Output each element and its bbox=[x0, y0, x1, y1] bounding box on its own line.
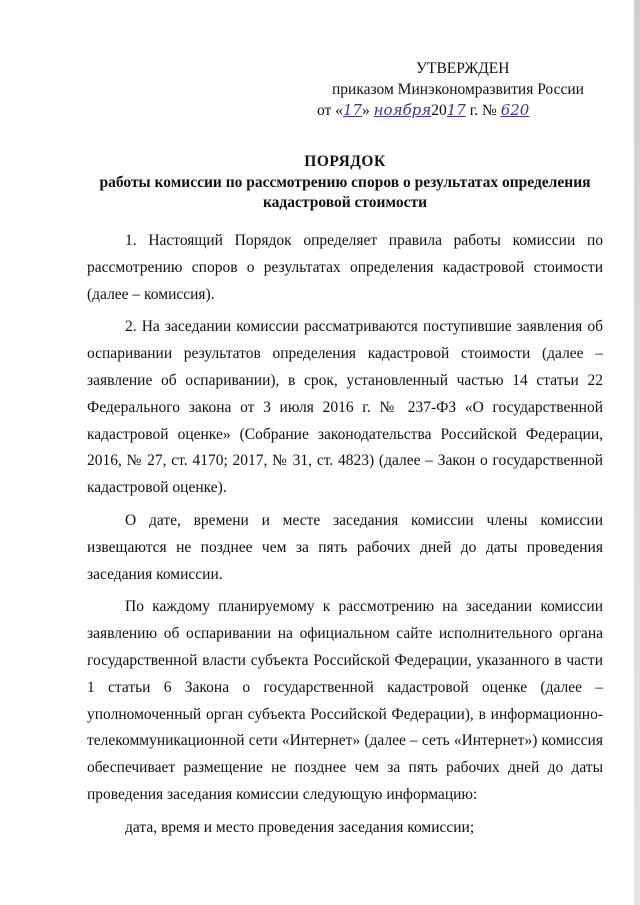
paragraph-4: По каждому планируемому к рассмотрению на заседании комиссии заявлению об оспаривании на официальном сайте исполнительного органа государственной власти субъекта Российской Федерации, указанного в части 1 статьи 6 Закона о государственной кадастровой оценке (далее – уполномоченный орган субъекта Российской Федерации), в информационно-телекоммуникационной сети «Интернет» (далее – сеть «Интернет») комиссия обеспечивает размещение не позднее чем за пять рабочих дней до даты проведения заседания комиссии следующую информацию: bbox=[87, 598, 603, 803]
scan-edge-shadow bbox=[634, 0, 640, 905]
paragraph-1: 1. Настоящий Порядок определяет правила работы комиссии по рассмотрению споров о результатах определения кадастровой стоимости (далее – комиссия). bbox=[87, 232, 603, 303]
handwritten-month: ноября bbox=[373, 101, 432, 119]
document-body bbox=[87, 228, 603, 848]
document-title-block bbox=[90, 152, 600, 213]
approval-order-line: приказом Минэкономразвития России bbox=[332, 81, 584, 98]
document-subtitle: работы комиссии по рассмотрению споров о результатах определения кадастровой стоимости bbox=[99, 174, 591, 211]
date-suffix: г. № bbox=[469, 102, 497, 119]
document-title: ПОРЯДОК bbox=[304, 153, 386, 170]
approval-stamp bbox=[300, 58, 600, 121]
approval-title: УТВЕРЖДЕН bbox=[416, 60, 510, 77]
handwritten-order-number: 620 bbox=[500, 101, 530, 119]
date-prefix: от « bbox=[317, 102, 343, 119]
handwritten-day: 17 bbox=[342, 101, 363, 119]
date-mid: » bbox=[362, 102, 370, 119]
paragraph-5: дата, время и место проведения заседания комиссии; bbox=[125, 818, 475, 836]
handwritten-year: 17 bbox=[446, 101, 466, 119]
paragraph-3: О дате, времени и месте заседания комиссии члены комиссии извещаются не позднее чем за пять рабочих дней до даты проведения заседания комиссии. bbox=[87, 511, 603, 583]
paragraph-2: 2. На заседании комиссии рассматриваются поступившие заявления об оспаривании результатов определения кадастровой стоимости (далее – заявление об оспаривании), в срок, установленный частью 14 статьи 22 Федерального закона от 3 июля 2016 г. № 237-ФЗ «О государственной кадастровой оценке» (Собрание законодательства Российской Федерации, 2016, № 27, ст. 4170; 2017, № 31, ст. 4823) (далее – Закон о государственной кадастровой оценке). bbox=[87, 318, 603, 497]
date-year-prefix: 20 bbox=[431, 102, 447, 119]
approval-date-line bbox=[300, 100, 600, 121]
